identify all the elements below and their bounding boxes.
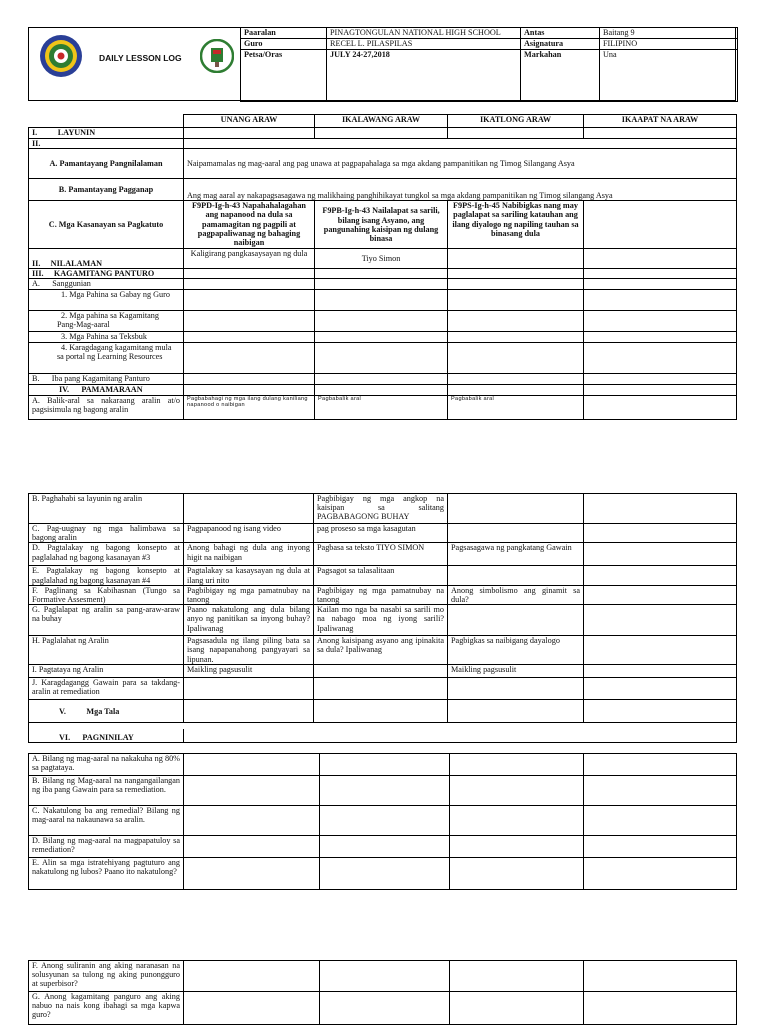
reflection-day3 [450,754,584,776]
procedure-day1: Anong bahagi ng dula ang inyong higit na naibigan [184,543,314,566]
reflection-row [29,858,737,890]
reflection-day2 [320,992,450,1025]
procedure-day2: pag proseso sa mga kasagutan [314,524,448,543]
reflection-row [29,836,737,858]
procedure-day2 [314,665,448,678]
reflection-day4 [584,858,737,890]
reflection-day3 [450,961,584,992]
procedure-day3: Pagsasagawa ng pangkatang Gawain [448,543,584,566]
procedure-day1: Pagpapanood ng isang video [184,524,314,543]
day3-header: IKATLONG ARAW [448,115,584,128]
reflection-question: B. Bilang ng Mag-aaral na nangangailangan ng iba pang Gawain para sa remediation. [29,776,184,806]
reflection-question: C. Nakatulong ba ang remedial? Bilang ng mag-aaral na nakaunawa sa aralin. [29,806,184,836]
procedure-day4 [584,665,737,678]
pagganap-text: Ang mag aaral ay nakapagsasagawa ng malikhaing panghihikayat tungkol sa mga akdang pampanitikan ng Timog silangang Asya [184,179,737,201]
procedure-reflection-table [28,493,737,743]
procedure-day3 [448,566,584,585]
day4-header: IKAAPAT NA ARAW [584,115,737,128]
reflection-day1 [184,992,320,1025]
reflection-day1 [184,836,320,858]
grade-value: Baitang 9 [600,28,738,39]
procedure-day2: Pagsagot sa talasalitaan [314,566,448,585]
reflection-question: G. Anong kagamitang panguro ang aking nabuo na nais kong ibahagi sa mga kapwa guro? [29,992,184,1025]
procedure-day1: Pagsasadula ng ilang piling bata sa isang napapanahong pangyayari sa lipunan. [184,636,314,665]
header-info-table [240,27,738,102]
grade-label: Antas [521,28,600,39]
reflection-row [29,806,737,836]
reflection-day4 [584,754,737,776]
reflection-question: A. Bilang ng mag-aaral na nakakuha ng 80% sa pagtataya. [29,754,184,776]
procedure-day1: Maikling pagsusulit [184,665,314,678]
reflection-day1 [184,961,320,992]
reflection-day4 [584,961,737,992]
school-seal-icon [39,34,83,78]
reflection-question: D. Bilang ng mag-aaral na magpapatuloy sa remediation? [29,836,184,858]
procedure-day1 [184,494,314,524]
procedure-row [29,543,737,566]
subject-value: FILIPINO [600,39,738,50]
procedure-day3 [448,678,584,700]
reflection-day2 [320,806,450,836]
procedure-day2: Kailan mo nga ba nasabi sa sarili mo na nabago moa ng iyong sarili? Ipaliwanag [314,605,448,636]
procedure-day4 [584,636,737,665]
procedure-row [29,494,737,524]
procedure-row [29,585,737,604]
pagganap-label: B. Pamantayang Pagganap [29,179,184,201]
day1-header: UNANG ARAW [184,115,315,128]
reflection-day3 [450,992,584,1025]
balik-aral-day3: Pagbabalik aral [448,395,584,419]
balik-aral-day1: Pagbabahagi ng mga ilang dulang kaniliang napanood o naibigan [184,395,315,419]
reflection-day4 [584,992,737,1025]
reflection-row [29,992,737,1025]
procedure-label: G. Paglalapat ng aralin sa pang-araw-araw na buhay [29,605,184,636]
quarter-value: Una [600,50,738,102]
teacher-label: Guro [241,39,327,50]
learning-resources-label: 4. Karagdagang kagamitang mula sa portal ng Learning Resources [29,342,184,373]
reflection-day1 [184,776,320,806]
procedure-label: H. Paglalahat ng Aralin [29,636,184,665]
procedure-label: E. Pagtalakay ng bagong konsepto at paglalahad ng bagong kasanayan #4 [29,566,184,585]
procedure-day1: Pagtalakay sa kasaysayan ng dula at ilang uri nito [184,566,314,585]
procedure-day4 [584,585,737,604]
procedure-row [29,524,737,543]
procedure-row [29,636,737,665]
procedure-day3 [448,524,584,543]
reflection-day2 [320,961,450,992]
reflection-day2 [320,836,450,858]
reflection-day3 [450,836,584,858]
reflection-day3 [450,858,584,890]
procedure-day2: Pagbibigay ng mga pamatnubay na tanong [314,585,448,604]
subject-label: Asignatura [521,39,600,50]
procedure-day2 [314,678,448,700]
reflection-question: E. Alin sa mga istratehiyang pagtuturo ang nakatulong ng lubos? Paano ito nakatulong? [29,858,184,890]
reflection-day3 [450,806,584,836]
reflection-row [29,754,737,776]
procedure-day4 [584,605,737,636]
mga-tala-heading: V. Mga Tala [29,700,184,723]
teksbuk-label: 3. Mga Pahina sa Teksbuk [29,331,184,342]
procedure-label: J. Karagdagangg Gawain para sa takdang-aralin at remediation [29,678,184,700]
reflection-table-continued [28,960,737,1025]
section-ii: II. [29,139,184,149]
nilalaman-label: II. NILALAMAN [29,249,184,269]
nilalaman-day2: Tiyo Simon [315,249,448,269]
reflection-table [28,753,737,890]
reflection-day4 [584,836,737,858]
gabay-guro-label: 1. Mga Pahina sa Gabay ng Guro [29,289,184,310]
kasanayan-label: C. Mga Kasanayan sa Pagkatuto [29,201,184,249]
sanggunian-label: A. Sanggunian [29,279,184,289]
reflection-day4 [584,776,737,806]
pangnilalaman-text: Naipamamalas ng mag-aaral ang pag unawa at pagpapahalaga sa mga akdang pampanitikan ng Timog Silangang Asya [184,149,737,179]
reflection-day1 [184,858,320,890]
procedure-row [29,566,737,585]
procedure-day3: Anong simbolismo ang ginamit sa dula? [448,585,584,604]
procedure-day4 [584,678,737,700]
procedure-day1: Pagbibigay ng mga pamatnubay na tanong [184,585,314,604]
procedure-label: D. Pagtalakay ng bagong konsepto at paglalahad ng bagong kasanayan #3 [29,543,184,566]
procedure-day4 [584,566,737,585]
reflection-day3 [450,776,584,806]
reflection-day2 [320,776,450,806]
procedure-day3 [448,494,584,524]
date-value: JULY 24-27,2018 [327,50,521,102]
procedure-day2: Pagbibigay ng mga angkop na kaisipan sa salitang PAGBABAGONG BUHAY [314,494,448,524]
layunin-heading: I. LAYUNIN [29,128,184,139]
reflection-row [29,961,737,992]
procedure-row [29,678,737,700]
procedure-day4 [584,494,737,524]
kasanayan-day3: F9PS-Ig-h-45 Nabibigkas nang may paglalapat sa sariling katauhan ang ilang diyalogo ng napiling tauhan sa binasang dula [448,201,584,249]
procedure-row [29,605,737,636]
header-block [28,27,736,101]
procedure-day3: Pagbigkas sa naibigang dayalogo [448,636,584,665]
day2-header: IKALAWANG ARAW [315,115,448,128]
procedure-label: B. Paghahabi sa layunin ng aralin [29,494,184,524]
kagamitan-heading: III. KAGAMITANG PANTURO [29,269,184,279]
reflection-day2 [320,754,450,776]
procedure-day3: Maikling pagsusulit [448,665,584,678]
kasanayan-day1: F9PD-Ig-h-43 Napahahalagahan ang napanood na dula sa pamamagitan ng pagpili at pagpapaliwanag ng bahaging naibigan [184,201,315,249]
school-label: Paaralan [241,28,327,39]
reflection-day4 [584,806,737,836]
date-label: Petsa/Oras [241,50,327,102]
lesson-plan-table [28,114,737,420]
procedure-label: C. Pag-uugnay ng mga halimbawa sa bagong aralin [29,524,184,543]
procedure-day2: Pagbasa sa teksto TIYO SIMON [314,543,448,566]
procedure-day3 [448,605,584,636]
procedure-label: F. Paglinang sa Kabihasnan (Tungo sa Formative Assesment) [29,585,184,604]
pagninilay-heading: VI. PAGNINILAY [29,729,184,743]
reflection-day1 [184,806,320,836]
document-title: DAILY LESSON LOG [99,53,182,63]
pangnilalaman-label: A. Pamantayang Pangnilalaman [29,149,184,179]
procedure-day4 [584,524,737,543]
reflection-day2 [320,858,450,890]
deped-logo-icon [200,39,234,73]
reflection-day1 [184,754,320,776]
balik-aral-day2: Pagbabalik aral [315,395,448,419]
reflection-question: F. Anong suliranin ang aking naranasan na solusyunan sa tulong ng aking punongguro at superbisor? [29,961,184,992]
reflection-row [29,776,737,806]
pamamaraan-heading: IV. PAMAMARAAN [29,384,184,395]
balik-aral-label: A. Balik-aral sa nakaraang aralin at/o pagsisimula ng bagong aralin [29,395,184,419]
procedure-day2: Anong kaisipang asyano ang ipinakita sa dula? Ipaliwanag [314,636,448,665]
procedure-label: I. Pagtataya ng Aralin [29,665,184,678]
nilalaman-day1: Kaligirang pangkasaysayan ng dula [184,249,315,269]
kasanayan-day2: F9PB-Ig-h-43 Nailalapat sa sarili, bilang isang Asyano, ang pangunahing kaisipan ng dulang binasa [315,201,448,249]
procedure-day4 [584,543,737,566]
quarter-label: Markahan [521,50,600,102]
teacher-value: RECEL L. PILASPILAS [327,39,521,50]
procedure-day1 [184,678,314,700]
kagamitang-mag-aaral-label: 2. Mga pahina sa Kagamitang Pang-Mag-aaral [29,310,184,331]
school-value: PINAGTONGULAN NATIONAL HIGH SCHOOL [327,28,521,39]
iba-kagamitan-label: B. Iba pang Kagamitang Panturo [29,373,184,384]
procedure-day1: Paano nakatulong ang dula bilang anyo ng panitikan sa inyong buhay? Ipaliwanag [184,605,314,636]
procedure-row [29,665,737,678]
